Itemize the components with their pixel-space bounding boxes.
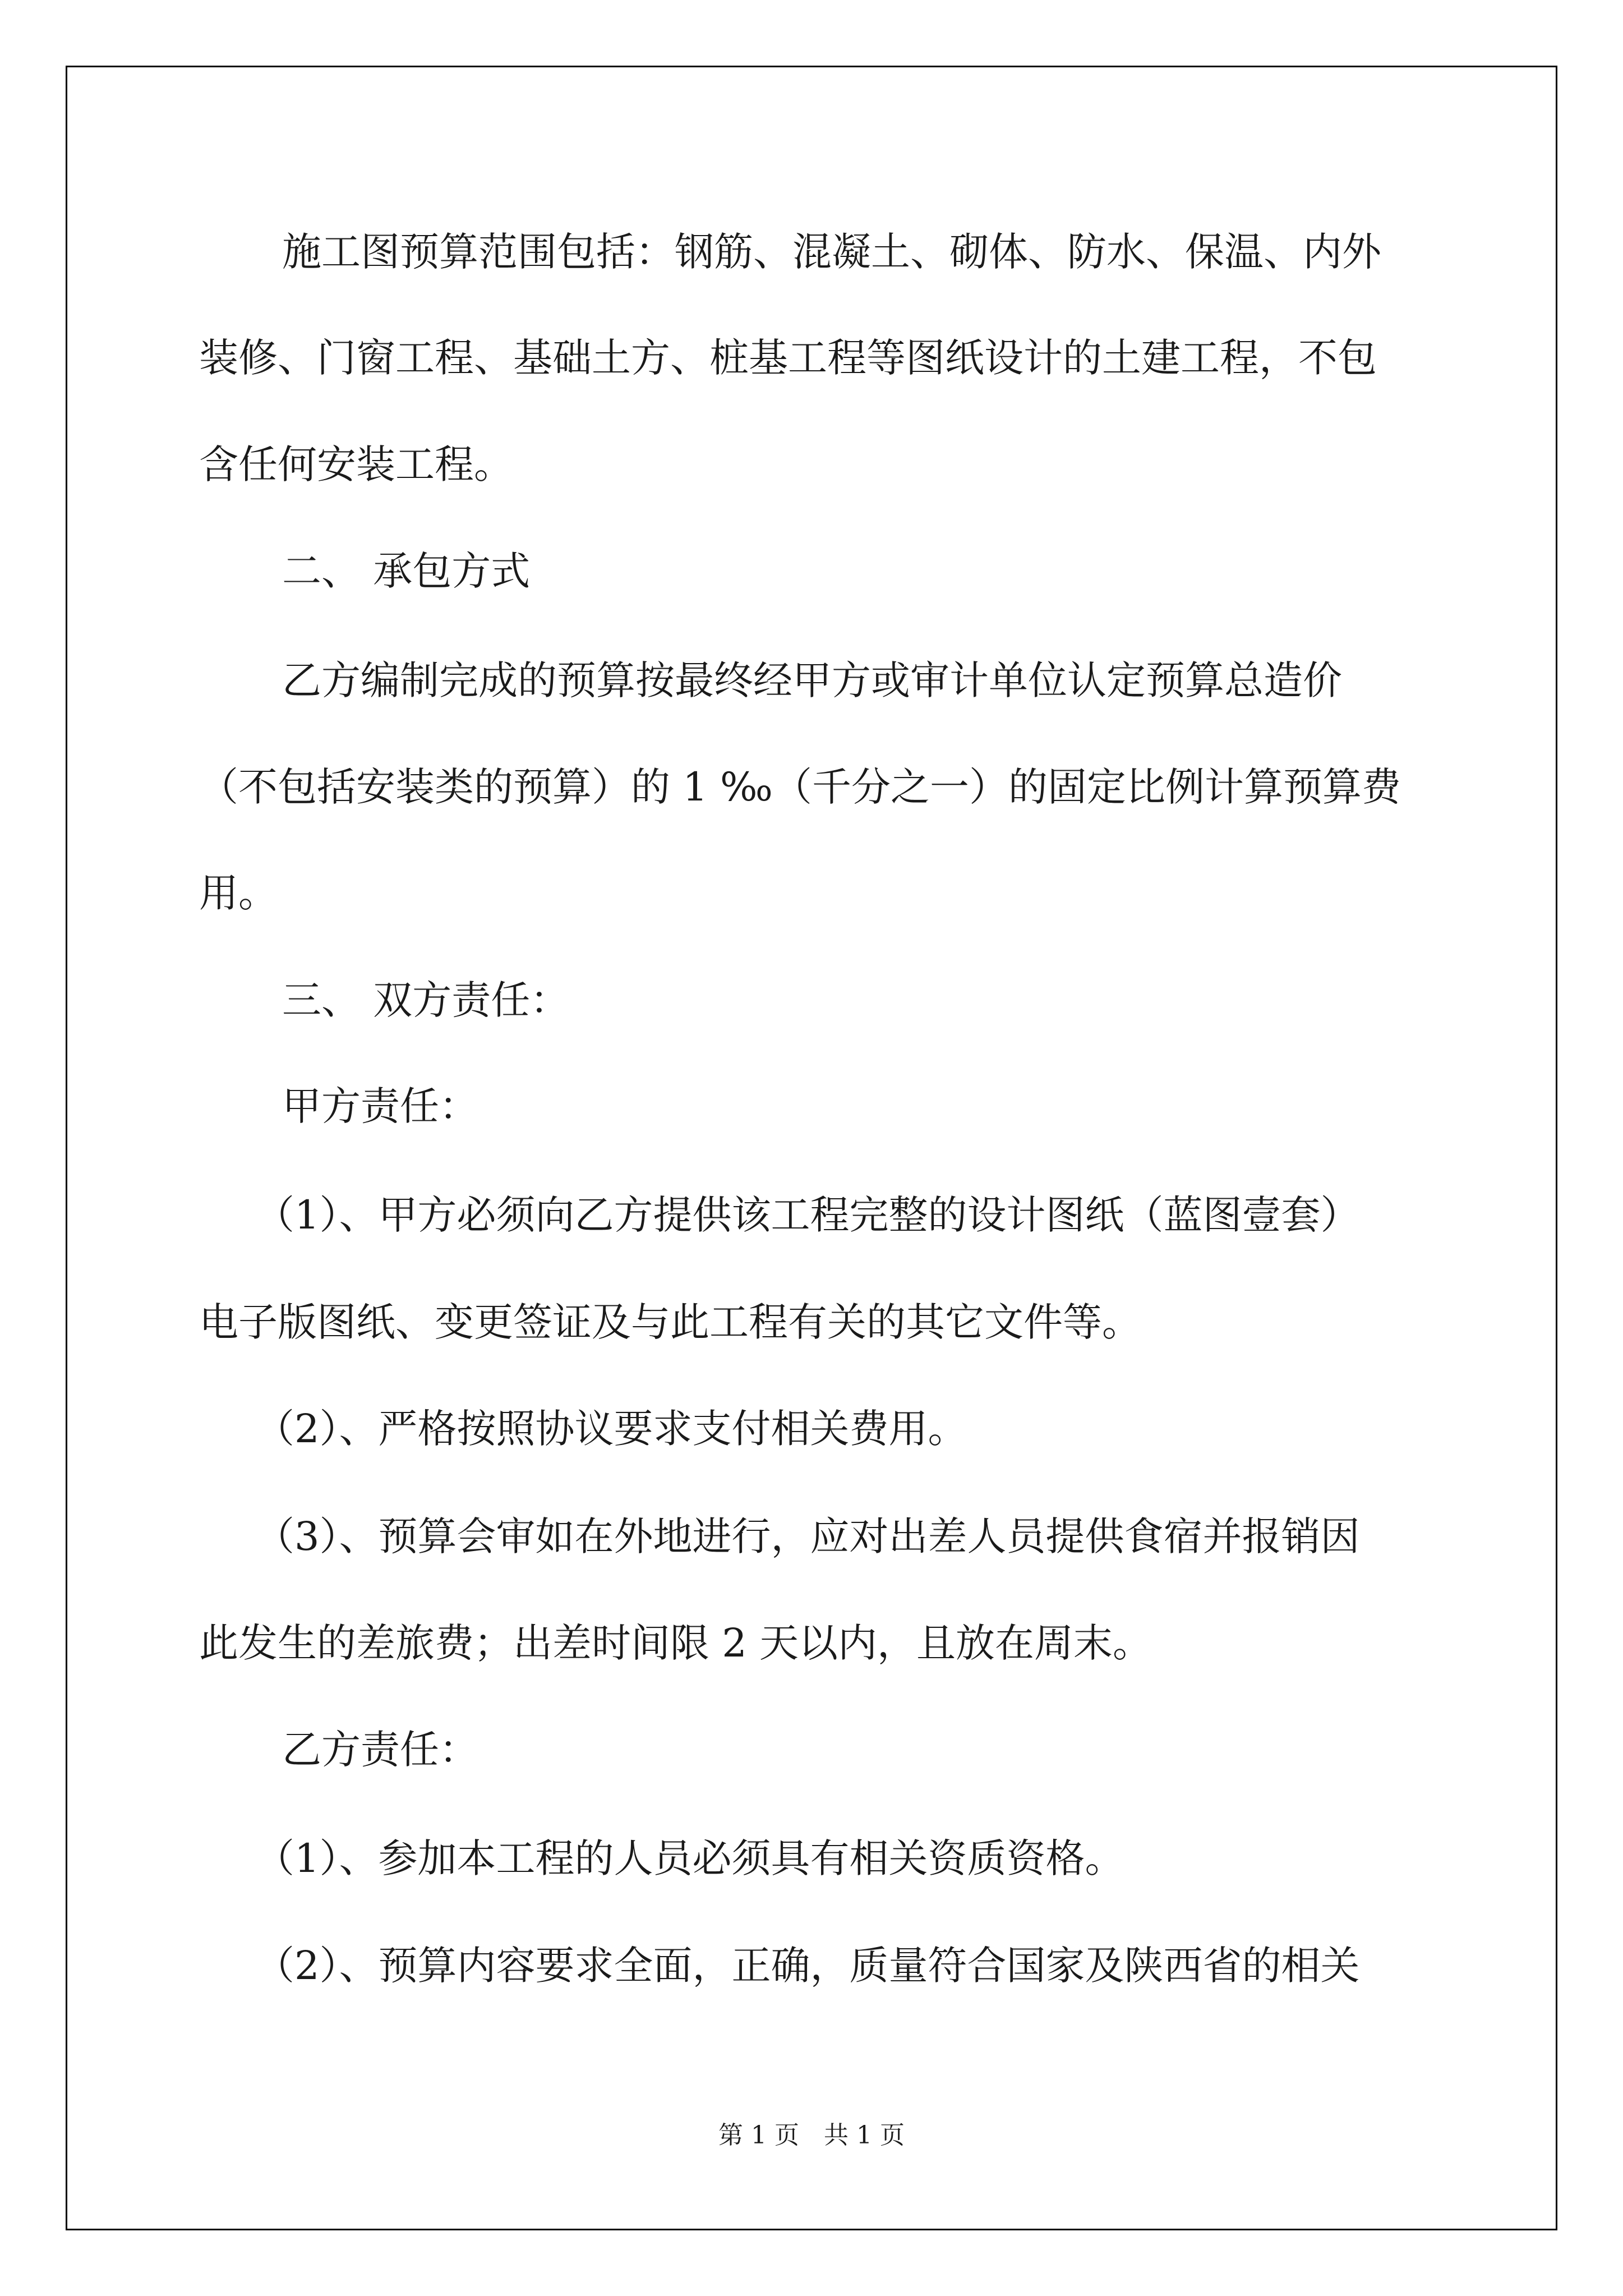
party-a-item-3-cont: 此发生的差旅费；出差时间限 2 天以内，且放在周末。	[199, 1620, 1152, 1666]
section-heading-3: 三、 双方责任：	[282, 977, 570, 1023]
party-a-item-3: （3）、预算会审如在外地进行，应对出差人员提供食宿并报销因	[255, 1513, 1360, 1559]
section-heading-2: 二、 承包方式	[282, 548, 531, 594]
subheading-party-b: 乙方责任：	[282, 1727, 478, 1773]
paragraph-line-1: 施工图预算范围包括：钢筋、混凝土、砌体、防水、保温、内外	[282, 229, 1381, 275]
paragraph-line-7: 用。	[199, 870, 278, 916]
party-b-item-1: （1）、参加本工程的人员必须具有相关资质资格。	[255, 1835, 1124, 1881]
paragraph-line-3: 含任何安装工程。	[199, 441, 513, 487]
paragraph-line-5: 乙方编制完成的预算按最终经甲方或审计单位认定预算总造价	[282, 657, 1342, 703]
party-a-item-1: （1）、甲方必须向乙方提供该工程完整的设计图纸（蓝图壹套）	[255, 1192, 1360, 1238]
paragraph-line-2: 装修、门窗工程、基础土方、桩基工程等图纸设计的土建工程，不包	[199, 335, 1377, 381]
party-b-item-2: （2）、预算内容要求全面，正确，质量符合国家及陕西省的相关	[255, 1943, 1360, 1989]
page-footer: 第 1 页 共 1 页	[718, 2121, 905, 2150]
party-a-item-1-cont: 电子版图纸、变更签证及与此工程有关的其它文件等。	[199, 1299, 1141, 1345]
party-a-item-2: （2）、严格按照协议要求支付相关费用。	[255, 1406, 967, 1452]
paragraph-line-6: （不包括安装类的预算）的 1 ‰（千分之一）的固定比例计算预算费	[199, 764, 1401, 810]
page-border	[66, 66, 1557, 2230]
subheading-party-a: 甲方责任：	[282, 1083, 478, 1129]
